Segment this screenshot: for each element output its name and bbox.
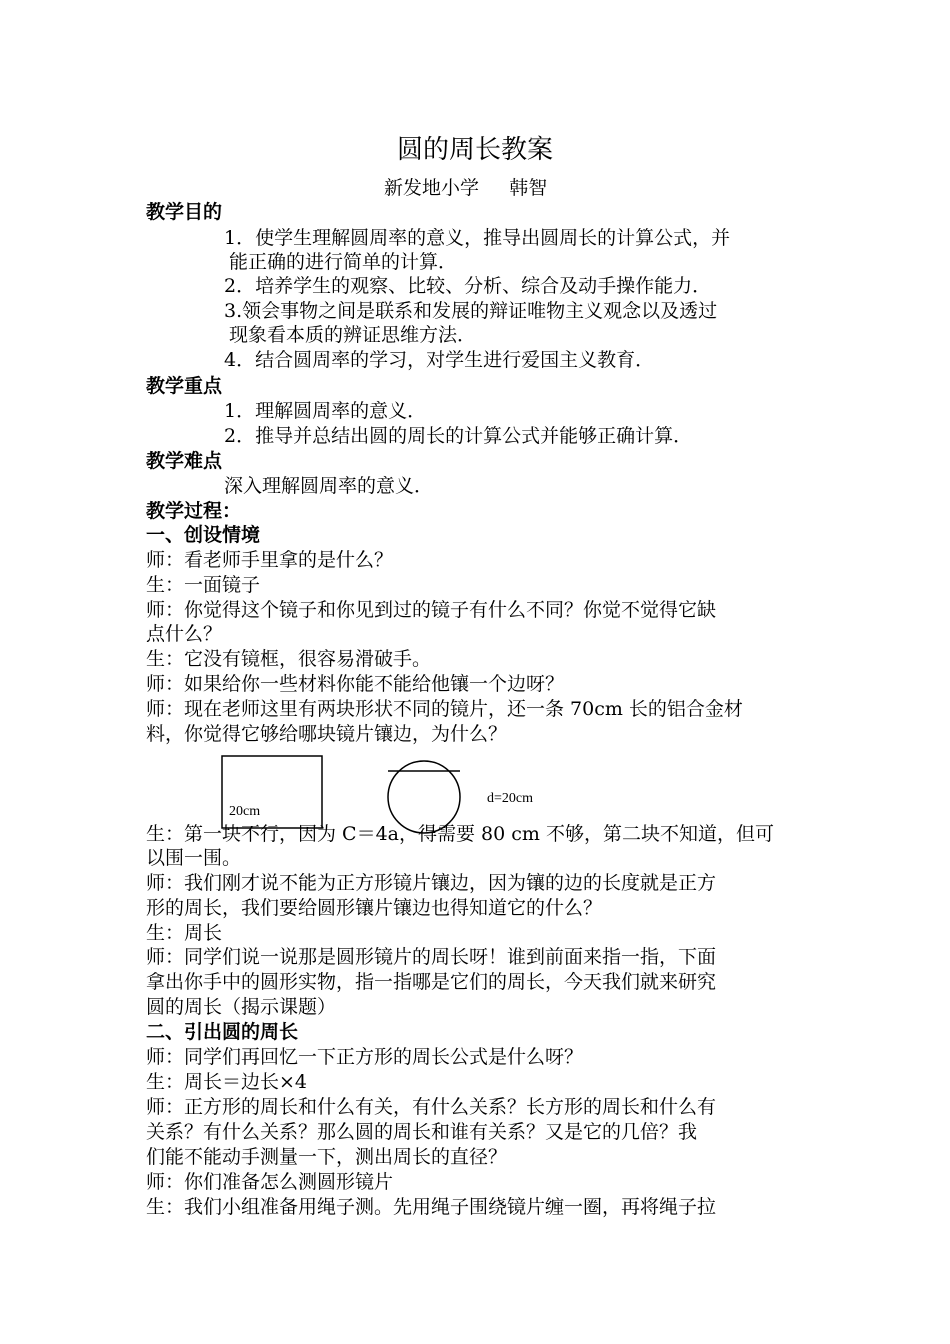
process-heading: 教学过程： bbox=[146, 500, 242, 522]
dialogue-line: 以围一围。 bbox=[146, 847, 242, 869]
dialogue-line: 师：看老师手里拿的是什么？ bbox=[146, 549, 394, 571]
dialogue-line: 师：你觉得这个镜子和你见到过的镜子有什么不同？你觉不觉得它缺 bbox=[146, 599, 717, 621]
part2-heading: 二、引出圆的周长 bbox=[146, 1021, 299, 1043]
dialogue-line: 师：同学们说一说那是圆形镜片的周长呀！谁到前面来指一指，下面 bbox=[146, 946, 717, 968]
objective-line: 能正确的进行简单的计算． bbox=[229, 251, 458, 273]
objective-line: 4．结合圆周率的学习，对学生进行爱国主义教育． bbox=[224, 349, 655, 371]
objective-line: 现象看本质的辨证思维方法． bbox=[229, 324, 477, 346]
key-point-line: 2．推导并总结出圆的周长的计算公式并能够正确计算． bbox=[224, 425, 693, 447]
dialogue-line: 关系？有什么关系？那么圆的周长和谁有关系？又是它的几倍？我 bbox=[146, 1121, 698, 1143]
dialogue-line: 师：现在老师这里有两块形状不同的镜片，还一条 70cm 长的铝合金材 bbox=[146, 698, 743, 720]
dialogue-line: 们能不能动手测量一下，测出周长的直径？ bbox=[146, 1146, 508, 1168]
document-title: 圆的周长教案 bbox=[396, 135, 553, 165]
objectives-heading: 教学目的 bbox=[146, 201, 223, 223]
part1-heading: 一、创设情境 bbox=[146, 524, 261, 546]
dialogue-line: 生：周长 bbox=[146, 922, 223, 944]
dialogue-line: 师：正方形的周长和什么有关，有什么关系？长方形的周长和什么有 bbox=[146, 1096, 717, 1118]
dialogue-line: 生：我们小组准备用绳子测。先用绳子围绕镜片缠一圈，再将绳子拉 bbox=[146, 1196, 717, 1218]
circle-diameter-label: d=20cm bbox=[487, 791, 533, 806]
square-side-label: 20cm bbox=[229, 804, 261, 819]
dialogue-line: 生：一面镜子 bbox=[146, 574, 261, 596]
dialogue-line: 生：它没有镜框，很容易滑破手。 bbox=[146, 648, 432, 670]
dialogue-line: 圆的周长（揭示课题） bbox=[146, 996, 337, 1018]
key-points-heading: 教学重点 bbox=[146, 375, 223, 397]
objective-line: 2．培养学生的观察、比较、分析、综合及动手操作能力． bbox=[224, 275, 712, 297]
dialogue-line: 师：我们刚才说不能为正方形镜片镶边，因为镶的边的长度就是正方 bbox=[146, 872, 717, 894]
dialogue-line: 师：你们准备怎么测圆形镜片 bbox=[146, 1171, 394, 1193]
difficulty-text: 深入理解圆周率的意义． bbox=[224, 475, 434, 497]
objective-line: 1．使学生理解圆周率的意义，推导出圆周长的计算公式，并 bbox=[224, 227, 731, 249]
objective-line: 3.领会事物之间是联系和发展的辩证唯物主义观念以及透过 bbox=[224, 300, 718, 322]
dialogue-line: 生：第一块不行，因为 C＝4a，得需要 80 cm 不够，第二块不知道，但可 bbox=[146, 823, 774, 845]
dialogue-line: 点什么？ bbox=[146, 623, 223, 645]
dialogue-line: 师：同学们再回忆一下正方形的周长公式是什么呀？ bbox=[146, 1046, 584, 1068]
dialogue-line: 形的周长，我们要给圆形镶片镶边也得知道它的什么？ bbox=[146, 897, 603, 919]
dialogue-line: 拿出你手中的圆形实物，指一指哪是它们的周长，今天我们就来研究 bbox=[146, 971, 717, 993]
dialogue-line: 师：如果给你一些材料你能不能给他镶一个边呀？ bbox=[146, 673, 565, 695]
difficulty-heading: 教学难点 bbox=[146, 450, 223, 472]
author-line: 新发地小学 韩智 bbox=[384, 177, 548, 199]
dialogue-line: 生：周长＝边长×4 bbox=[146, 1071, 308, 1093]
dialogue-line: 料，你觉得它够给哪块镜片镶边，为什么？ bbox=[146, 723, 508, 745]
key-point-line: 1．理解圆周率的意义． bbox=[224, 400, 427, 422]
